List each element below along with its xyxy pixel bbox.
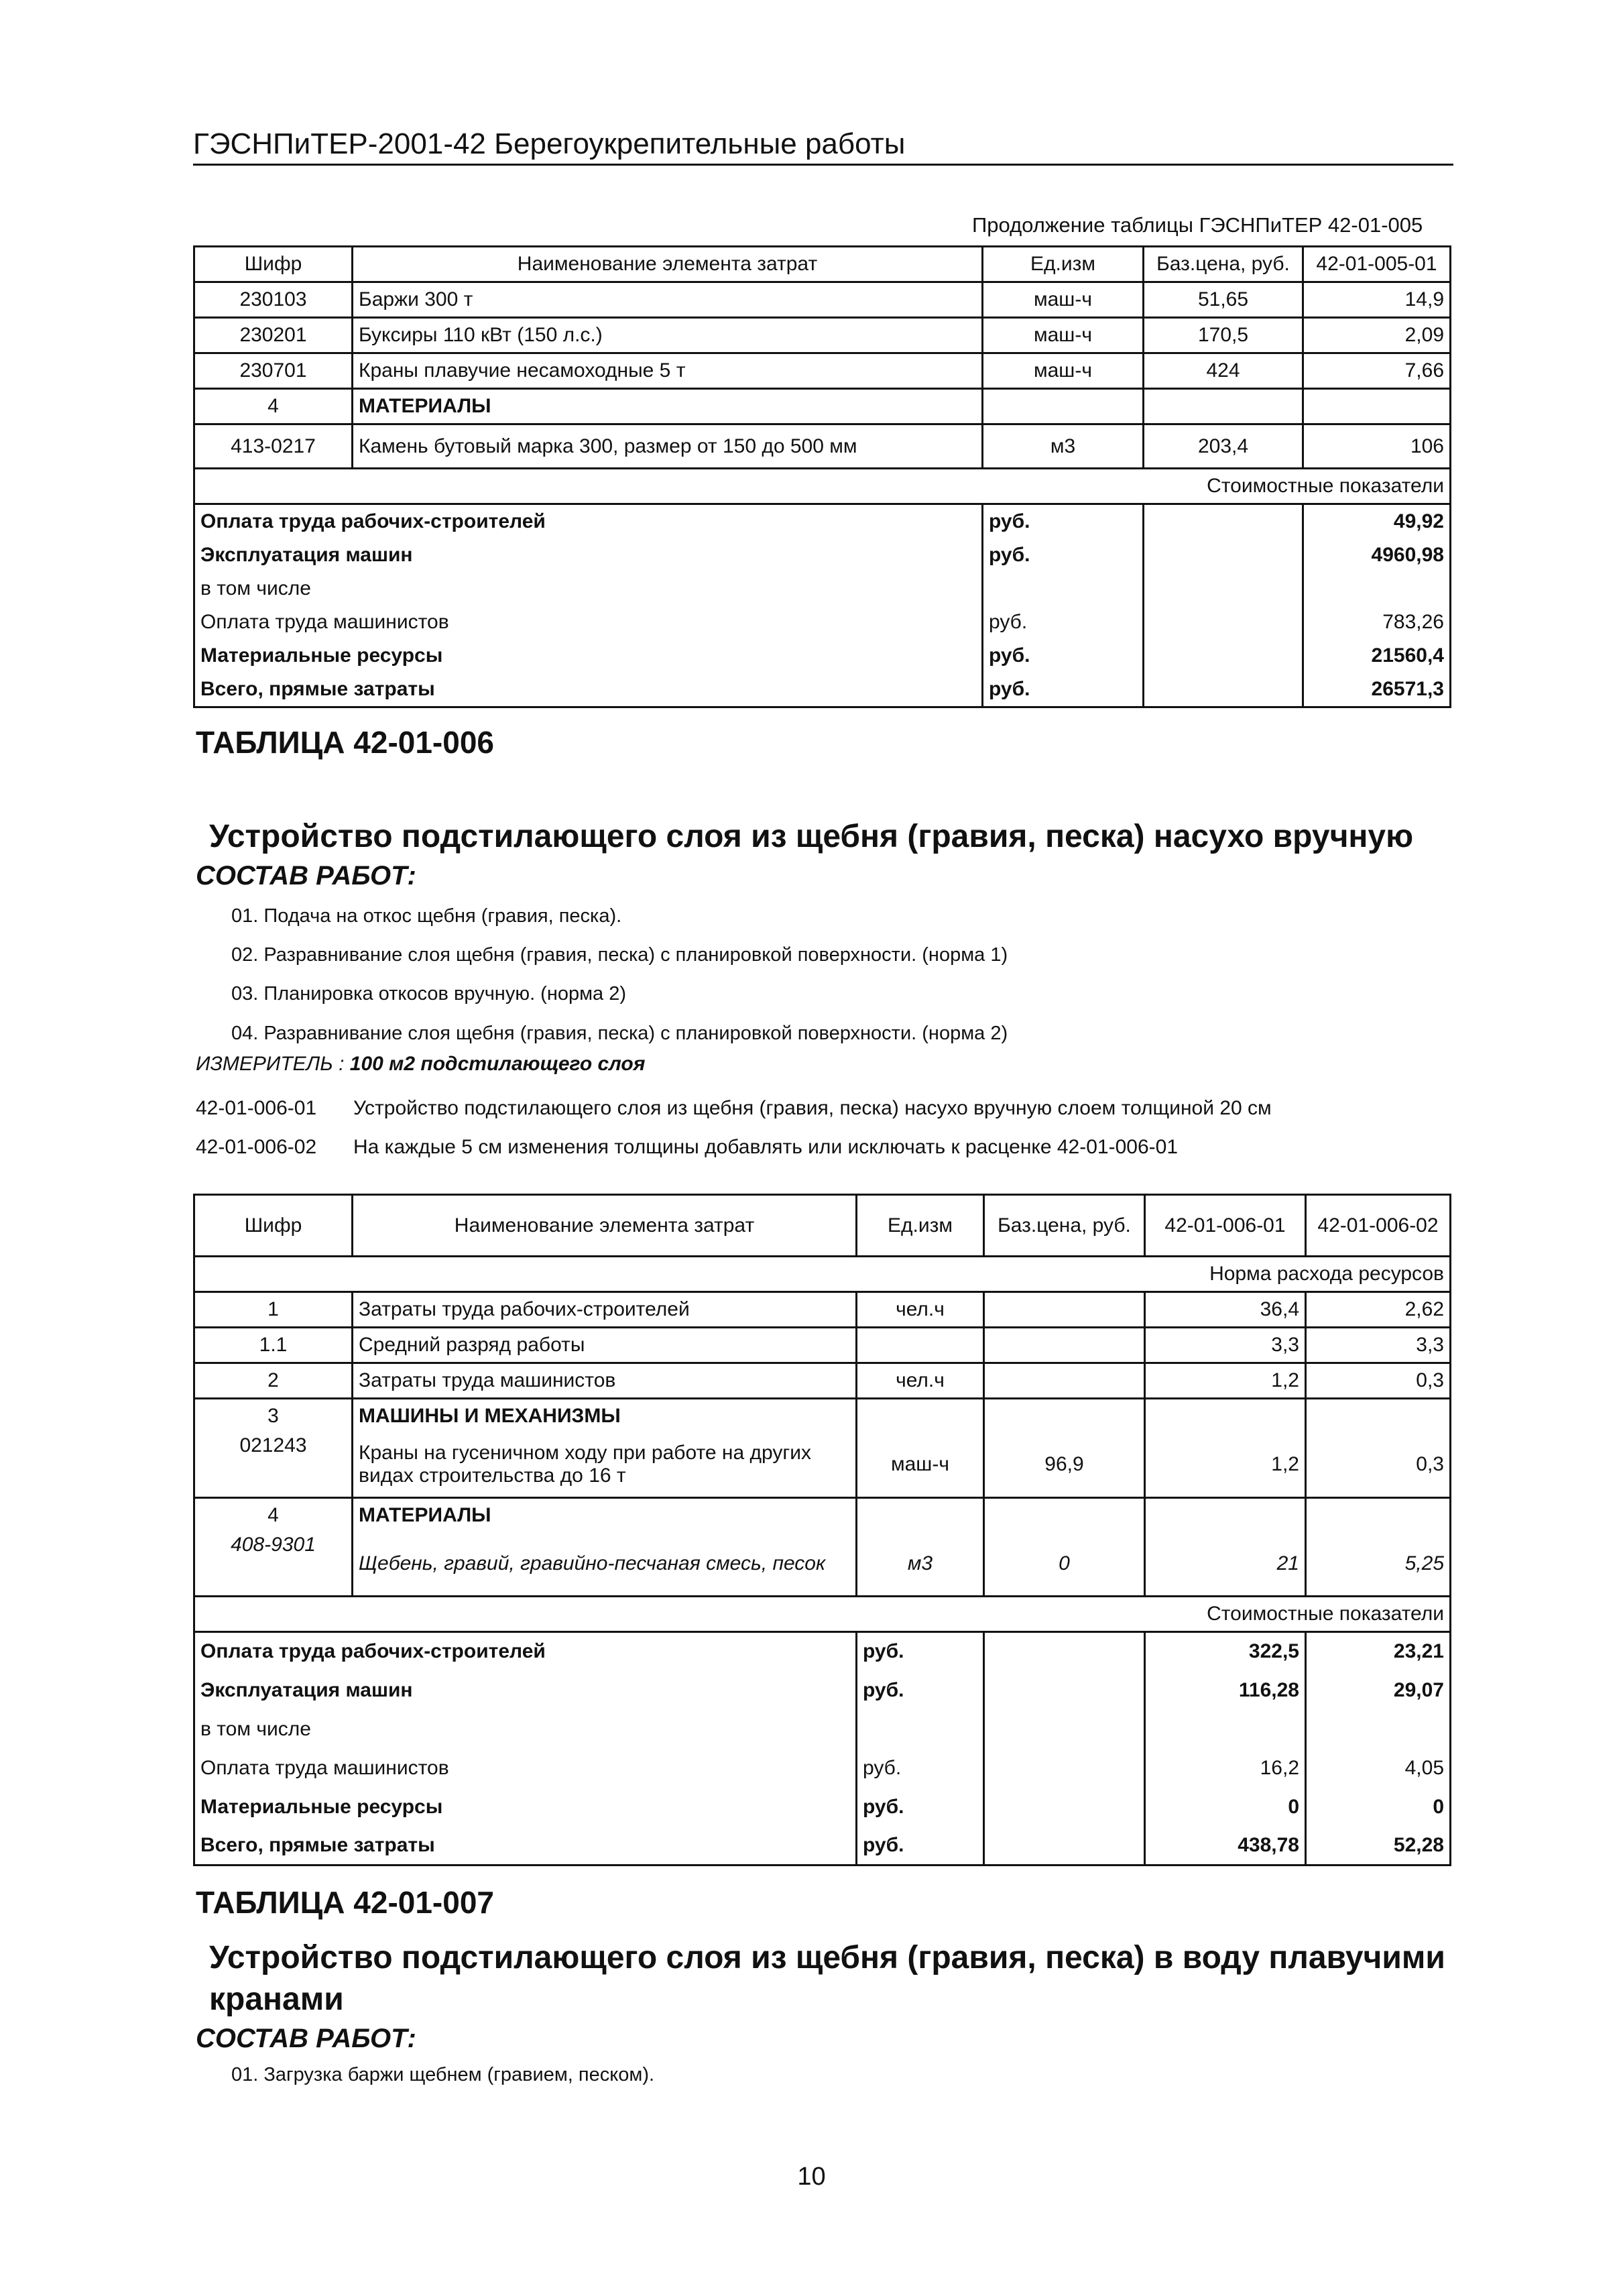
section-title: ТАБЛИЦА 42-01-006 xyxy=(196,725,494,760)
name-cell: Средний разряд работы xyxy=(353,1328,857,1363)
cost-unit: руб. xyxy=(983,606,1144,639)
cost-unit: руб. xyxy=(857,1749,984,1788)
unit-cell: чел.ч xyxy=(857,1363,984,1399)
section-subtitle-cont: кранами xyxy=(209,1982,344,2017)
cost-row xyxy=(194,673,1451,707)
work-item: 01. Подача на откос щебня (гравия, песка). xyxy=(231,905,622,927)
value-cell xyxy=(1306,1399,1451,1434)
cost-value: 16,2 xyxy=(1145,1749,1306,1788)
cost-value xyxy=(1145,1710,1306,1749)
cost-name: Оплата труда рабочих-строителей xyxy=(194,504,983,539)
cost-row xyxy=(194,1632,1451,1671)
table-header-row xyxy=(194,1195,1451,1257)
name-cell: Затраты труда машинистов xyxy=(353,1363,857,1399)
section-subtitle: Устройство подстилающего слоя из щебня (гравия, песка) насухо вручную xyxy=(209,819,1414,854)
header-cell: Шифр xyxy=(194,247,353,282)
value-cell: 21 xyxy=(1145,1532,1306,1597)
unit-cell xyxy=(857,1328,984,1363)
sostav-heading: СОСТАВ РАБОТ: xyxy=(196,2024,416,2053)
cost-name: Материальные ресурсы xyxy=(194,1788,857,1827)
cost-value: 438,78 xyxy=(1145,1827,1306,1866)
price-cell xyxy=(984,1497,1145,1532)
value-cell: 36,4 xyxy=(1145,1292,1306,1328)
name-cell: Баржи 300 т xyxy=(353,282,983,318)
table-row xyxy=(194,1292,1451,1328)
code-cell: 021243 xyxy=(194,1433,353,1497)
running-head: ГЭСНПиТЕР-2001-42 Берегоукрепительные работы xyxy=(193,127,1453,166)
price-cell xyxy=(984,1399,1145,1434)
unit-cell xyxy=(857,1399,984,1434)
table-row xyxy=(194,424,1451,469)
code-cell: 1.1 xyxy=(194,1328,353,1363)
price-cell xyxy=(984,1328,1145,1363)
code-number: 42-01-006-01 xyxy=(196,1097,317,1119)
cost-row xyxy=(194,572,1451,606)
value-cell xyxy=(1303,389,1451,424)
unit-cell: маш-ч xyxy=(983,318,1144,353)
code-cell: 4 xyxy=(194,1497,353,1532)
value-cell: 0,3 xyxy=(1306,1363,1451,1399)
table-row xyxy=(194,389,1451,424)
cost-row xyxy=(194,1710,1451,1749)
value-cell xyxy=(1145,1399,1306,1434)
cost-row xyxy=(194,1788,1451,1827)
table-row xyxy=(194,1433,1451,1497)
cost-unit: руб. xyxy=(983,504,1144,539)
cost-unit: руб. xyxy=(857,1788,984,1827)
header-cell: 42-01-006-01 xyxy=(1145,1195,1306,1257)
value-cell: 106 xyxy=(1303,424,1451,469)
code-cell: 230103 xyxy=(194,282,353,318)
table-row xyxy=(194,1399,1451,1434)
code-cell: 230201 xyxy=(194,318,353,353)
page-number: 10 xyxy=(797,2163,826,2191)
table-42-01-005 xyxy=(193,245,1451,708)
cost-row xyxy=(194,1827,1451,1866)
cost-unit xyxy=(857,1710,984,1749)
table-row xyxy=(194,282,1451,318)
value-cell: 0,3 xyxy=(1306,1433,1451,1497)
price-cell: 96,9 xyxy=(984,1433,1145,1497)
cost-value: 783,26 xyxy=(1303,606,1451,639)
cost-value: 0 xyxy=(1145,1788,1306,1827)
price-cell: 424 xyxy=(1144,353,1303,389)
cost-row xyxy=(194,1749,1451,1788)
unit-cell: чел.ч xyxy=(857,1292,984,1328)
value-cell: 14,9 xyxy=(1303,282,1451,318)
cost-name: в том числе xyxy=(194,1710,857,1749)
work-item: 03. Планировка откосов вручную. (норма 2) xyxy=(231,983,627,1005)
work-item: 04. Разравнивание слоя щебня (гравия, песка) с планировкой поверхности. (норма 2) xyxy=(231,1023,1008,1044)
code-cell: 230701 xyxy=(194,353,353,389)
cost-value: 4960,98 xyxy=(1303,538,1451,572)
table-row xyxy=(194,1532,1451,1597)
cost-row xyxy=(194,504,1451,539)
norm-label-row xyxy=(194,1257,1451,1292)
continuation-note: Продолжение таблицы ГЭСНПиТЕР 42-01-005 xyxy=(972,213,1423,237)
cost-value: 116,28 xyxy=(1145,1671,1306,1710)
cost-label: Стоимостные показатели xyxy=(194,1597,1451,1632)
value-cell: 5,25 xyxy=(1306,1532,1451,1597)
value-cell: 1,2 xyxy=(1145,1433,1306,1497)
name-cell: Краны на гусеничном ходу при работе на других видах строительства до 16 т xyxy=(353,1433,857,1497)
measure-line xyxy=(196,1053,645,1076)
cost-name: Эксплуатация машин xyxy=(194,1671,857,1710)
cost-value xyxy=(1303,572,1451,606)
cost-name: Всего, прямые затраты xyxy=(194,1827,857,1866)
value-cell: 2,62 xyxy=(1306,1292,1451,1328)
price-cell: 0 xyxy=(984,1532,1145,1597)
cost-value: 52,28 xyxy=(1306,1827,1451,1866)
work-item: 01. Загрузка баржи щебнем (гравием, песком). xyxy=(231,2064,655,2085)
measure-value: 100 м2 подстилающего слоя xyxy=(349,1053,646,1075)
name-cell: МАШИНЫ И МЕХАНИЗМЫ xyxy=(353,1399,857,1434)
value-cell: 1,2 xyxy=(1145,1363,1306,1399)
code-text: На каждые 5 см изменения толщины добавлять или исключать к расценке 42-01-006-01 xyxy=(353,1136,1178,1158)
code-cell: 408-9301 xyxy=(194,1532,353,1597)
header-cell: Баз.цена, руб. xyxy=(1144,247,1303,282)
value-cell: 3,3 xyxy=(1306,1328,1451,1363)
cost-unit: руб. xyxy=(983,538,1144,572)
value-cell: 2,09 xyxy=(1303,318,1451,353)
cost-value xyxy=(1306,1710,1451,1749)
header-cell: Ед.изм xyxy=(983,247,1144,282)
cost-row xyxy=(194,606,1451,639)
header-cell: Наименование элемента затрат xyxy=(353,247,983,282)
unit-cell: м3 xyxy=(857,1532,984,1597)
cost-unit: руб. xyxy=(983,639,1144,673)
name-cell: Затраты труда рабочих-строителей xyxy=(353,1292,857,1328)
cost-name: Всего, прямые затраты xyxy=(194,673,983,707)
cost-unit: руб. xyxy=(983,673,1144,707)
header-cell: Ед.изм xyxy=(857,1195,984,1257)
unit-cell xyxy=(983,389,1144,424)
cost-name: Оплата труда машинистов xyxy=(194,1749,857,1788)
cost-value: 26571,3 xyxy=(1303,673,1451,707)
table-row xyxy=(194,318,1451,353)
cost-name: Эксплуатация машин xyxy=(194,538,983,572)
price-cell: 51,65 xyxy=(1144,282,1303,318)
work-item: 02. Разравнивание слоя щебня (гравия, песка) с планировкой поверхности. (норма 1) xyxy=(231,944,1008,966)
cost-row xyxy=(194,639,1451,673)
cost-unit: руб. xyxy=(857,1827,984,1866)
sostav-heading: СОСТАВ РАБОТ: xyxy=(196,861,416,891)
table-header-row xyxy=(194,247,1451,282)
value-cell: 3,3 xyxy=(1145,1328,1306,1363)
name-cell: Камень бутовый марка 300, размер от 150 до 500 мм xyxy=(353,424,983,469)
table-row xyxy=(194,353,1451,389)
cost-name: Материальные ресурсы xyxy=(194,639,983,673)
cost-value: 21560,4 xyxy=(1303,639,1451,673)
value-cell xyxy=(1306,1497,1451,1532)
price-cell: 170,5 xyxy=(1144,318,1303,353)
code-text: Устройство подстилающего слоя из щебня (гравия, песка) насухо вручную слоем толщиной 20 см xyxy=(353,1097,1272,1119)
cost-unit: руб. xyxy=(857,1632,984,1671)
cost-label-row xyxy=(194,469,1451,504)
code-cell: 1 xyxy=(194,1292,353,1328)
name-cell: МАТЕРИАЛЫ xyxy=(353,1497,857,1532)
cost-unit xyxy=(983,572,1144,606)
table-row xyxy=(194,1363,1451,1399)
unit-cell: маш-ч xyxy=(857,1433,984,1497)
cost-value: 29,07 xyxy=(1306,1671,1451,1710)
value-cell: 7,66 xyxy=(1303,353,1451,389)
section-title: ТАБЛИЦА 42-01-007 xyxy=(196,1885,494,1920)
cost-label-row xyxy=(194,1597,1451,1632)
price-cell xyxy=(984,1363,1145,1399)
header-cell: 42-01-005-01 xyxy=(1303,247,1451,282)
unit-cell: маш-ч xyxy=(983,282,1144,318)
name-cell: Буксиры 110 кВт (150 л.с.) xyxy=(353,318,983,353)
unit-cell xyxy=(857,1497,984,1532)
measure-label: ИЗМЕРИТЕЛЬ : xyxy=(196,1053,345,1075)
code-cell: 2 xyxy=(194,1363,353,1399)
code-cell: 4 xyxy=(194,389,353,424)
cost-row xyxy=(194,1671,1451,1710)
code-cell: 413-0217 xyxy=(194,424,353,469)
cost-name: в том числе xyxy=(194,572,983,606)
value-cell xyxy=(1145,1497,1306,1532)
norm-label: Норма расхода ресурсов xyxy=(194,1257,1451,1292)
name-cell: Краны плавучие несамоходные 5 т xyxy=(353,353,983,389)
header-cell: Баз.цена, руб. xyxy=(984,1195,1145,1257)
price-cell xyxy=(1144,389,1303,424)
header-cell: Шифр xyxy=(194,1195,353,1257)
header-cell: 42-01-006-02 xyxy=(1306,1195,1451,1257)
cost-value: 322,5 xyxy=(1145,1632,1306,1671)
code-line xyxy=(196,1097,1272,1120)
unit-cell: маш-ч xyxy=(983,353,1144,389)
section-subtitle: Устройство подстилающего слоя из щебня (гравия, песка) в воду плавучими xyxy=(209,1940,1445,1975)
price-cell xyxy=(984,1292,1145,1328)
table-row xyxy=(194,1328,1451,1363)
table-42-01-006 xyxy=(193,1194,1451,1866)
cost-value: 0 xyxy=(1306,1788,1451,1827)
header-cell: Наименование элемента затрат xyxy=(353,1195,857,1257)
cost-value: 4,05 xyxy=(1306,1749,1451,1788)
code-number: 42-01-006-02 xyxy=(196,1136,317,1158)
cost-unit: руб. xyxy=(857,1671,984,1710)
name-cell: МАТЕРИАЛЫ xyxy=(353,389,983,424)
name-cell: Щебень, гравий, гравийно-песчаная смесь, песок xyxy=(353,1532,857,1597)
cost-row xyxy=(194,538,1451,572)
cost-name: Оплата труда рабочих-строителей xyxy=(194,1632,857,1671)
code-line xyxy=(196,1136,1178,1159)
table-row xyxy=(194,1497,1451,1532)
cost-value: 23,21 xyxy=(1306,1632,1451,1671)
cost-name: Оплата труда машинистов xyxy=(194,606,983,639)
cost-value: 49,92 xyxy=(1303,504,1451,539)
unit-cell: м3 xyxy=(983,424,1144,469)
price-cell: 203,4 xyxy=(1144,424,1303,469)
cost-label: Стоимостные показатели xyxy=(194,469,1451,504)
code-cell: 3 xyxy=(194,1399,353,1434)
